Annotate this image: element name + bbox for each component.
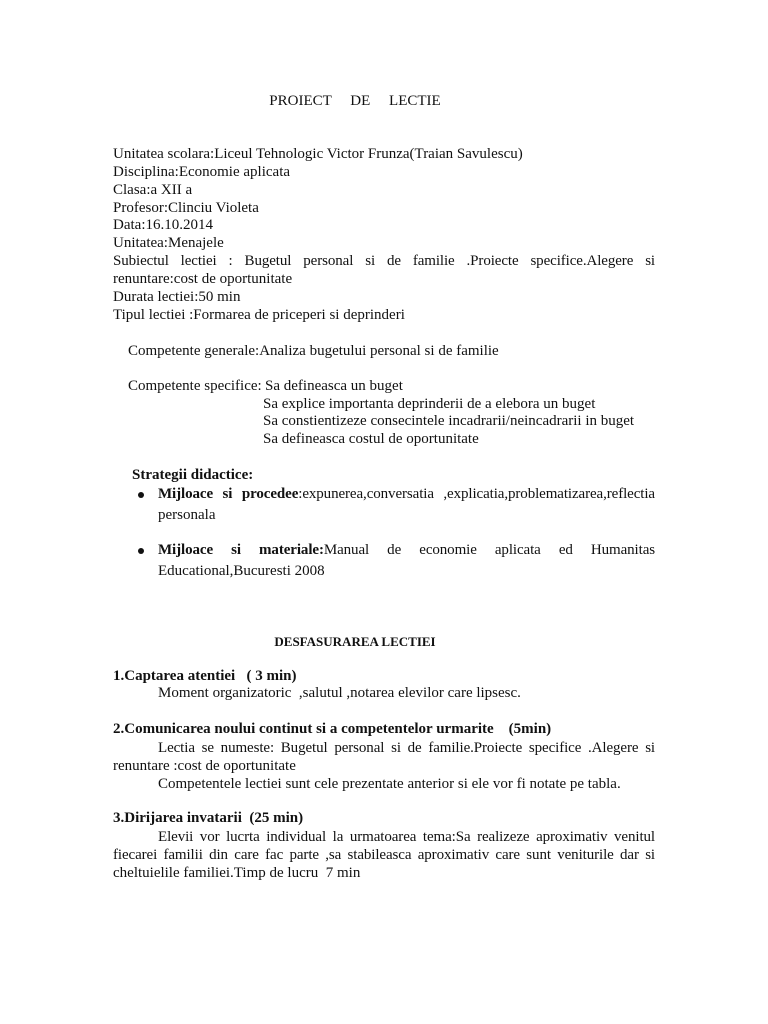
- competente-specifice-label: Competente specifice:: [128, 378, 262, 394]
- section-line: Competentele lectiei sunt cele prezentate anterior si ele vor fi notate pe tabla.: [158, 776, 621, 792]
- competenta-specifica-item: Sa defineasca costul de oportunitate: [263, 431, 479, 447]
- document-title: PROIECT DE LECTIE: [269, 93, 441, 109]
- competenta-specifica-item: Sa explice importanta deprinderii de a elebora un buget: [263, 396, 596, 412]
- info-data: Data:16.10.2014: [113, 217, 213, 233]
- section-heading: 2.Comunicarea noului continut si a competentelor urmarite (5min): [113, 721, 552, 737]
- section-line: Lectia se numeste: Bugetul personal si de familie.Proiecte specifice .Alegere si: [158, 740, 655, 756]
- section-heading: 1.Captarea atentiei ( 3 min): [113, 668, 297, 684]
- info-subiectul-line2: renuntare:cost de oportunitate: [113, 271, 293, 287]
- strategy-item-label: Mijloace si procedee: [158, 486, 299, 502]
- strategy-item-line: [158, 541, 655, 559]
- info-subiectul-line1: Subiectul lectiei : Bugetul personal si de familie .Proiecte specifice.Alegere si: [113, 253, 655, 269]
- strategy-item-continuation: personala: [158, 507, 216, 523]
- info-durata: Durata lectiei:50 min: [113, 289, 241, 305]
- info-clasa: Clasa:a XII a: [113, 182, 193, 198]
- info-disciplina: Disciplina:Economie aplicata: [113, 164, 291, 180]
- strategy-item-line: [158, 485, 655, 503]
- competenta-specifica-item: Sa constientizeze consecintele incadrarii/neincadrarii in buget: [263, 413, 635, 429]
- info-tipul: Tipul lectiei :Formarea de priceperi si deprinderi: [113, 307, 405, 323]
- strategy-item-text: Manual de economie aplicata ed Humanitas: [323, 542, 655, 558]
- desfasurarea-heading: DESFASURAREA LECTIEI: [274, 634, 436, 649]
- section-line: Elevii vor lucrta individual la urmatoarea tema:Sa realizeze aproximativ venitul: [158, 829, 655, 845]
- info-unitatea: Unitatea:Menajele: [113, 235, 224, 251]
- info-unitatea-scolara: Unitatea scolara:Liceul Tehnologic Victor Frunza(Traian Savulescu): [113, 146, 523, 162]
- competente-generale: Competente generale:Analiza bugetului personal si de familie: [128, 343, 499, 359]
- info-profesor: Profesor:Clinciu Violeta: [113, 200, 259, 216]
- strategii-heading: Strategii didactice:: [132, 467, 254, 483]
- bullet-icon: [138, 492, 144, 498]
- strategy-item-text: :expunerea,conversatia ,explicatia,problematizarea,reflectia: [298, 486, 655, 502]
- bullet-icon: [138, 548, 144, 554]
- section-heading: 3.Dirijarea invatarii (25 min): [113, 810, 304, 826]
- section-line: Moment organizatoric ,salutul ,notarea elevilor care lipsesc.: [158, 685, 521, 701]
- competenta-specifica-item: Sa defineasca un buget: [265, 378, 403, 394]
- section-line: fiecarei familii din care fac parte ,sa stabileasca aproximativ care sunt veniturile dar si: [113, 847, 655, 863]
- strategy-item-label: Mijloace si materiale:: [158, 542, 324, 558]
- strategy-item-continuation: Educational,Bucuresti 2008: [158, 563, 325, 579]
- section-line: renuntare :cost de oportunitate: [113, 758, 296, 774]
- section-line: cheltuielile familiei.Timp de lucru 7 min: [113, 865, 361, 881]
